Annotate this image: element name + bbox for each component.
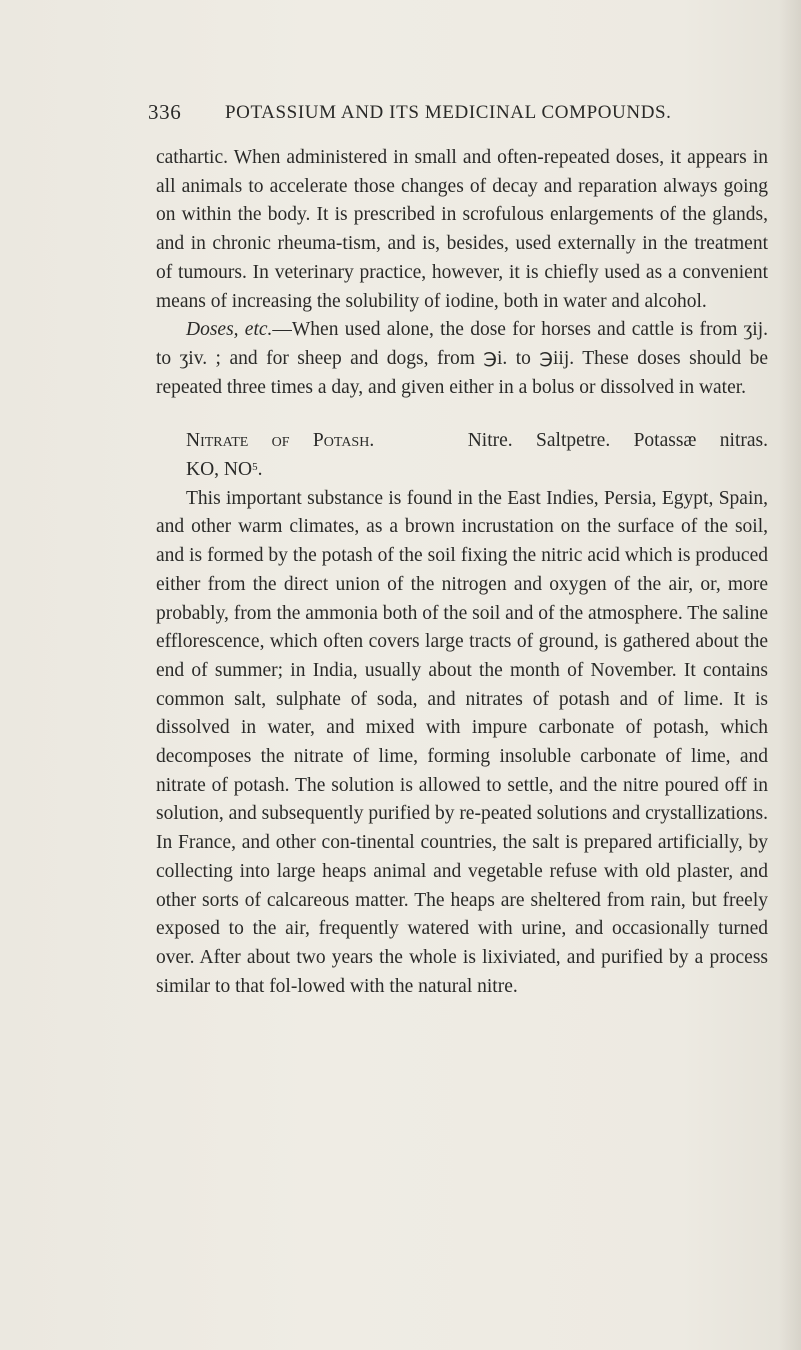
section-heading-nitrate: [156, 427, 768, 456]
paragraph-doses: [156, 316, 768, 402]
section-title: Nitrate of Potash.: [186, 430, 375, 452]
doses-text: —When used alone, the dose for horses and cattle is from ʒij. to ʒiv. ; and for sheep and dogs, from ℈i. to ℈iij. These doses should be repeated three times a day, and given either in a bolus or dissolved in water.: [156, 319, 768, 398]
paragraph-nitrate: This important substance is found in the East Indies, Persia, Egypt, Spain, and other warm climates, as a brown incrustation on the surface of the soil, and is formed by the potash of the soil fixing the nitric acid which is produced either from the direct union of the nitrogen and oxygen of the air, or, more probably, from the ammonia both of the soil and of the atmosphere. The saline efflorescence, which often covers large tracts of ground, is gathered about the end of summer; in India, usually about the month of November. It contains common salt, sulphate of soda, and nitrates of potash and of lime. It is dissolved in water, and mixed with impure carbonate of potash, which decomposes the nitrate of lime, forming insoluble carbonate of lime, and nitrate of potash. The solution is allowed to settle, and the nitre poured off in solution, and subsequently purified by re-peated solutions and crystallizations. In France, and other con-tinental countries, the salt is prepared artificially, by collecting into large heaps animal and vegetable refuse with old plaster, and other sorts of calcareous matter. The heaps are sheltered from rain, but freely exposed to the air, frequently watered with urine, and occasionally turned over. After about two years the whole is lixiviated, and purified by a process similar to that fol-lowed with the natural nitre.: [156, 487, 768, 997]
doses-label: Doses, etc.: [186, 319, 273, 341]
chemical-formula: KO, $NO^5$.: [186, 459, 263, 481]
running-title: POTASSIUM AND ITS MEDICINAL COMPOUNDS.: [225, 102, 672, 123]
body-text: [156, 144, 768, 1001]
page-edge-shadow: [779, 0, 801, 1350]
section-synonyms: Nitre. Saltpetre. Potassæ nitras.: [467, 430, 769, 452]
section-gap: [156, 402, 768, 427]
formula-text: KO, NO: [186, 459, 253, 481]
paragraph-cathartic: cathartic. When administered in small and often-repeated doses, it appears in all animals to accelerate those changes of decay and reparation always going on within the body. It is prescribed in scrofulous enlargements of the glands, and in chronic rheuma-tism, and is, besides, used externally in the treatment of tumours. In veterinary practice, however, it is chiefly used as a convenient means of increasing the solubility of iodine, both in water and alcohol.: [156, 147, 768, 312]
formula-superscript: 5: [252, 461, 258, 474]
page-number: 336: [148, 100, 182, 124]
